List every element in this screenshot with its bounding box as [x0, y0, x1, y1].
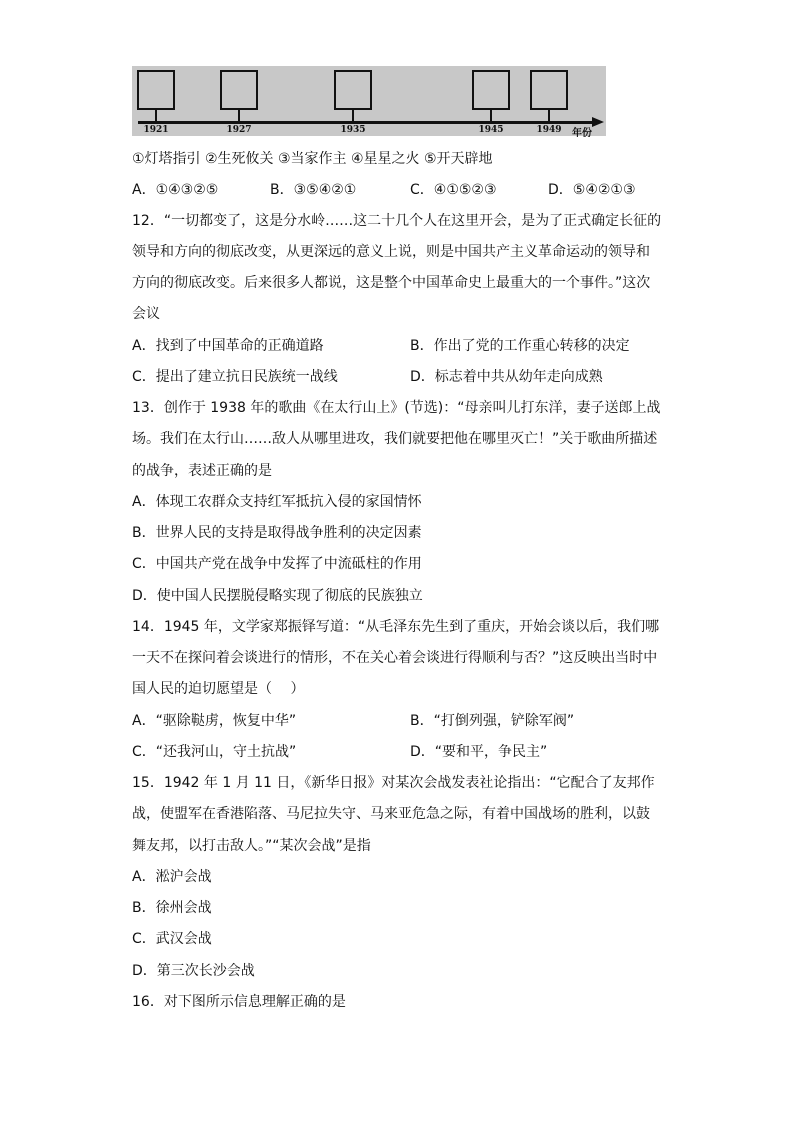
q11-option-a: A．①④③②⑤ — [132, 182, 219, 198]
timeline-year: 1921 — [143, 125, 169, 135]
timeline-box-4 — [472, 70, 510, 110]
q16-stem-line: 16．对下图所示信息理解正确的是 — [132, 994, 346, 1010]
q12-option-a: A．找到了中国革命的正确道路 — [132, 338, 324, 354]
q11-option-d: D．⑤④②①③ — [548, 182, 636, 198]
timeline-box-5 — [530, 70, 568, 110]
q12-option-c: C．提出了建立抗日民族统一战线 — [132, 369, 338, 385]
q15-stem-line: 舞友邦，以打击敌人。”“某次会战”是指 — [132, 838, 371, 854]
timeline-year: 1949 — [536, 125, 562, 135]
q13-option-c: C．中国共产党在战争中发挥了中流砥柱的作用 — [132, 556, 422, 572]
q14-stem-line: 14．1945 年，文学家郑振铎写道：“从毛泽东先生到了重庆，开始会谈以后，我们哪 — [132, 619, 660, 635]
q12-stem-line: 方向的彻底改变。后来很多人都说，这是整个中国革命史上最重大的一个事件。”这次 — [132, 275, 651, 291]
q12-option-b: B．作出了党的工作重心转移的决定 — [410, 338, 630, 354]
q12-option-d: D．标志着中共从幼年走向成熟 — [410, 369, 603, 385]
q15-option-d: D．第三次长沙会战 — [132, 963, 255, 979]
q13-stem-line: 13．创作于 1938 年的歌曲《在太行山上》(节选)：“母亲叫儿打东洋，妻子送郎上战 — [132, 400, 661, 416]
q15-option-a: A．淞沪会战 — [132, 869, 212, 885]
timeline-unit-label: 年份 — [572, 128, 592, 139]
q12-stem-line: 领导和方向的彻底改变，从更深远的意义上说，则是中国共产主义革命运动的领导和 — [132, 244, 650, 260]
q14-option-c: C．“还我河山，守土抗战” — [132, 744, 297, 760]
q11-items-line: ①灯塔指引 ②生死攸关 ③当家作主 ④星星之火 ⑤开天辟地 — [132, 151, 493, 167]
q14-option-b: B．“打倒列强，铲除军阀” — [410, 713, 575, 729]
timeline-year: 1935 — [340, 125, 366, 135]
q14-stem-line: 国人民的迫切愿望是（ ） — [132, 681, 305, 697]
q15-option-c: C．武汉会战 — [132, 931, 212, 947]
q13-stem-line: 场。我们在太行山……敌人从哪里进攻，我们就要把他在哪里灭亡！”关于歌曲所描述 — [132, 431, 658, 447]
q15-stem-line: 战，使盟军在香港陷落、马尼拉失守、马来亚危急之际，有着中国战场的胜利，以鼓 — [132, 806, 650, 822]
q11-option-b: B．③⑤④②① — [270, 182, 357, 198]
q12-stem-line: 会议 — [132, 306, 160, 322]
timeline-figure — [132, 66, 606, 139]
q13-option-b: B．世界人民的支持是取得战争胜利的决定因素 — [132, 525, 422, 541]
timeline-arrow-icon — [592, 117, 604, 127]
q14-stem-line: 一天不在探问着会谈进行的情形，不在关心着会谈进行得顺利与否？”这反映出当时中 — [132, 650, 658, 666]
q13-stem-line: 的战争，表述正确的是 — [132, 463, 272, 479]
q14-option-d: D．“要和平，争民主” — [410, 744, 548, 760]
q15-option-b: B．徐州会战 — [132, 900, 212, 916]
timeline-year: 1927 — [226, 125, 252, 135]
q12-stem-line: 12．“一切都变了，这是分水岭……这二十几个人在这里开会，是为了正式确定长征的 — [132, 213, 662, 229]
timeline-box-1 — [137, 70, 175, 110]
timeline-year: 1945 — [478, 125, 504, 135]
q15-stem-line: 15．1942 年 1 月 11 日，《新华日报》对某次会战发表社论指出：“它配合了友邦作 — [132, 775, 655, 791]
q14-option-a: A．“驱除鞑虏，恢复中华” — [132, 713, 297, 729]
q13-option-a: A．体现工农群众支持红军抵抗入侵的家国情怀 — [132, 494, 422, 510]
timeline-box-3 — [334, 70, 372, 110]
q11-option-c: C．④①⑤②③ — [410, 182, 497, 198]
timeline-box-2 — [220, 70, 258, 110]
q13-option-d: D．使中国人民摆脱侵略实现了彻底的民族独立 — [132, 588, 423, 604]
timeline-axis — [138, 121, 592, 124]
